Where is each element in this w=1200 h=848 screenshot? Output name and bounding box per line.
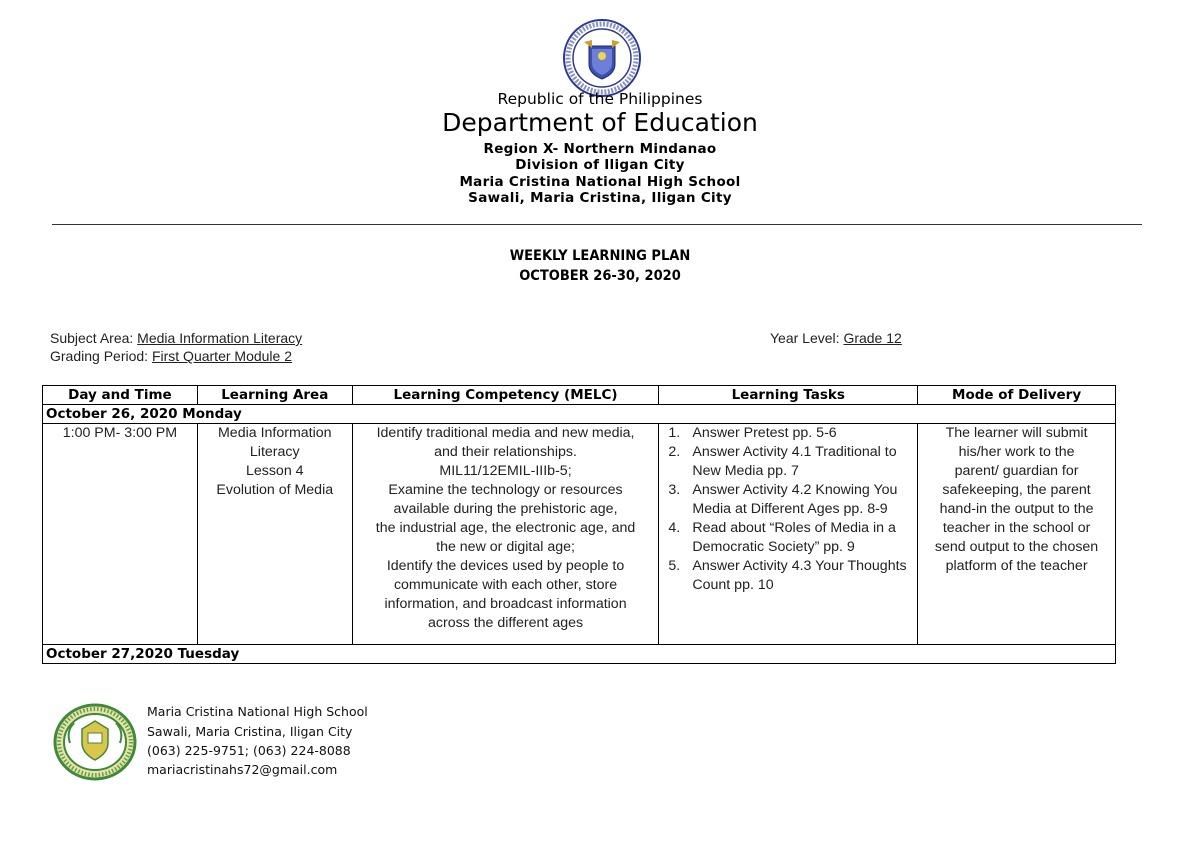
delivery-line: hand-in the output to the xyxy=(939,501,1094,517)
list-item: Answer Pretest pp. 5-6 xyxy=(692,425,837,441)
competency-line: the industrial age, the electronic age, and xyxy=(375,520,636,536)
list-item: Answer Activity 4.3 Your Thoughts Count pp. 10 xyxy=(692,558,907,593)
header-learning-area: Learning Area xyxy=(197,386,352,405)
deped-seal-icon xyxy=(562,18,642,98)
delivery-cell xyxy=(918,424,1116,645)
area-line: Literacy xyxy=(249,444,300,460)
competency-line: and their relationships. xyxy=(434,444,577,460)
learning-plan-table xyxy=(42,385,1116,664)
competency-line: MIL11/12EMIL-IIIb-5; xyxy=(439,463,572,479)
area-line: Lesson 4 xyxy=(245,463,304,479)
plan-title: WEEKLY LEARNING PLAN xyxy=(509,248,691,264)
competency-line: communicate with each other, store xyxy=(393,577,618,593)
area-line: Evolution of Media xyxy=(216,482,334,498)
delivery-line: The learner will submit xyxy=(945,425,1088,441)
header-day-time: Day and Time xyxy=(43,386,198,405)
competency-line: Identify the devices used by people to xyxy=(386,558,625,574)
table-header-row xyxy=(43,386,1116,405)
grading-value: First Quarter Module 2 xyxy=(151,348,293,364)
year-level xyxy=(770,330,902,346)
footer-phones: (063) 225-9751; (063) 224-8088 xyxy=(147,743,351,758)
header-divider xyxy=(52,224,1142,225)
competency-cell xyxy=(352,424,659,645)
region-line: Region X- Northern Mindanao xyxy=(483,141,717,157)
competency-line: across the different ages xyxy=(427,615,584,631)
list-item: Answer Activity 4.2 Knowing You Media at Different Ages pp. 8-9 xyxy=(692,482,898,517)
header-learning-tasks: Learning Tasks xyxy=(659,386,918,405)
competency-line: available during the prehistoric age, xyxy=(393,501,618,517)
footer-address: Sawali, Maria Cristina, Iligan City xyxy=(147,724,353,739)
school-logo-icon xyxy=(52,703,138,781)
competency-line: Identify traditional media and new media, xyxy=(376,425,635,441)
area-line: Media Information xyxy=(217,425,332,441)
table-row xyxy=(43,424,1116,645)
delivery-line: send output to the chosen xyxy=(934,539,1099,555)
republic-line: Republic of the Philippines xyxy=(497,90,703,108)
delivery-line: platform of the teacher xyxy=(945,558,1088,574)
header-learning-competency: Learning Competency (MELC) xyxy=(352,386,659,405)
competency-line: information, and broadcast information xyxy=(384,596,627,612)
header-mode-of-delivery: Mode of Delivery xyxy=(918,386,1116,405)
tasks-list xyxy=(662,424,914,595)
year-label: Year Level: xyxy=(770,330,844,346)
department-title: Department of Education xyxy=(442,108,758,137)
time-cell: 1:00 PM- 3:00 PM xyxy=(43,424,198,645)
footer-email: mariacristinahs72@gmail.com xyxy=(147,762,338,777)
division-line: Division of Iligan City xyxy=(515,157,685,173)
delivery-line: safekeeping, the parent xyxy=(942,482,1091,498)
grading-label: Grading Period: xyxy=(50,348,152,364)
subject-label: Subject Area: xyxy=(50,330,138,346)
tasks-cell xyxy=(659,424,918,645)
delivery-line: teacher in the school or xyxy=(942,520,1091,536)
list-item: Read about “Roles of Media in a Democratic Society” pp. 9 xyxy=(692,520,896,555)
subject-area xyxy=(50,330,302,346)
address-line: Sawali, Maria Cristina, Iligan City xyxy=(468,190,732,206)
date-row-monday xyxy=(43,405,1116,424)
delivery-line: his/her work to the xyxy=(958,444,1075,460)
delivery-line: parent/ guardian for xyxy=(954,463,1079,479)
footer-school: Maria Cristina National High School xyxy=(147,704,368,719)
school-line: Maria Cristina National High School xyxy=(459,174,741,190)
date-row-tuesday xyxy=(43,645,1116,664)
date-tuesday: October 27,2020 Tuesday xyxy=(43,645,1116,664)
competency-line: the new or digital age; xyxy=(436,539,575,555)
competency-line: Examine the technology or resources xyxy=(388,482,623,498)
year-value: Grade 12 xyxy=(843,330,902,346)
date-monday: October 26, 2020 Monday xyxy=(43,405,1116,424)
subject-value: Media Information Literacy xyxy=(137,330,303,346)
plan-dates: OCTOBER 26-30, 2020 xyxy=(519,268,681,284)
learning-area-cell xyxy=(197,424,352,645)
grading-period xyxy=(50,348,292,364)
list-item: Answer Activity 4.1 Traditional to New Media pp. 7 xyxy=(692,444,897,479)
